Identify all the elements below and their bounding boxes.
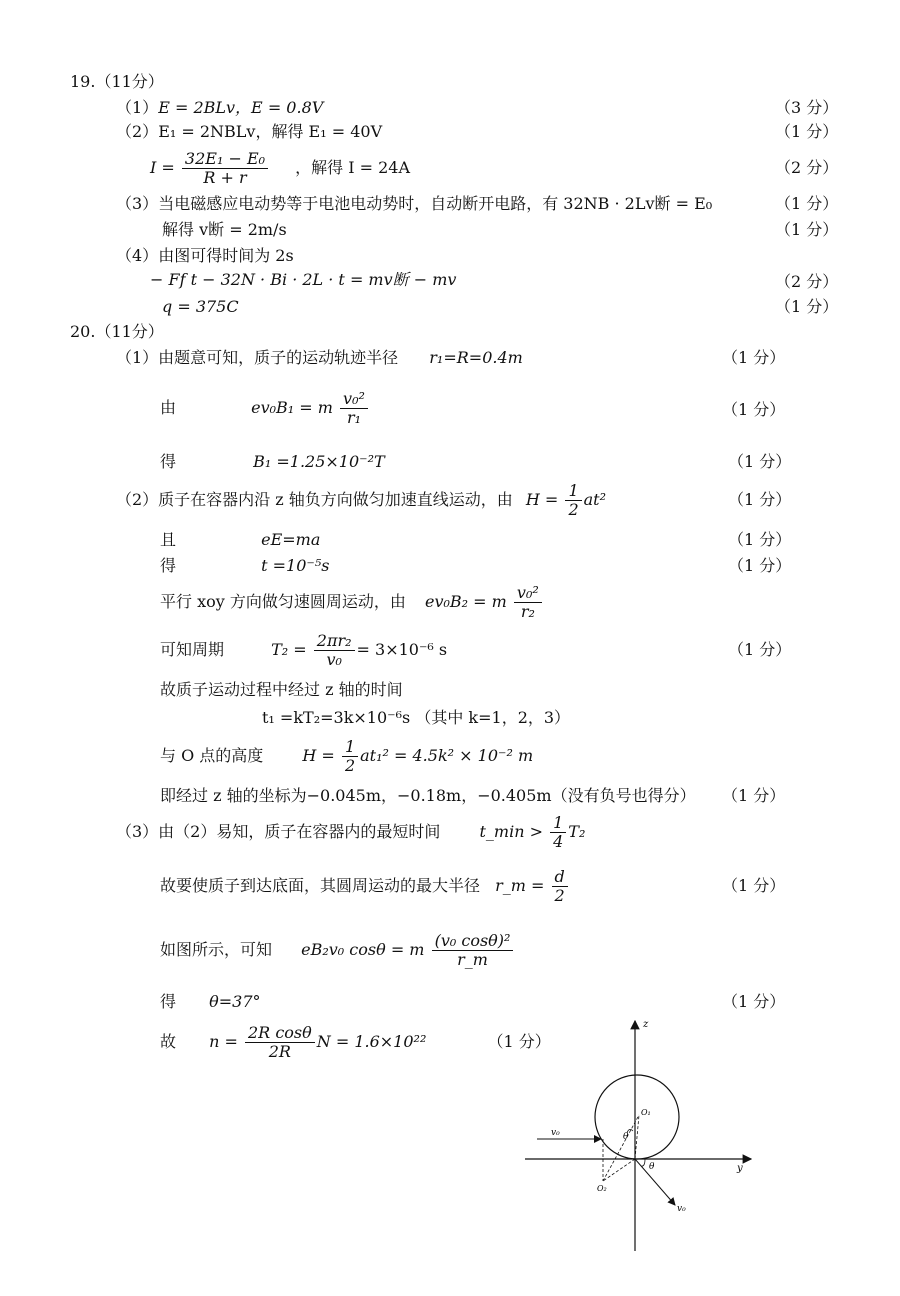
q20-b3: [160, 556, 329, 576]
q20-b2: [160, 530, 320, 550]
z-axis-label: z: [643, 1019, 649, 1030]
q19-current-den: R + r: [203, 168, 247, 187]
q20-a2-den: r₁: [346, 408, 362, 427]
q20-a3-score: （1 分）: [728, 452, 792, 471]
q19-part4b-text: − Ff t − 32N · Bi · 2L · t = mv断 − mv: [150, 270, 457, 289]
q20-b4-den: r₂: [520, 602, 535, 621]
q20-b5-label: 可知周期: [160, 640, 225, 659]
q20-b1: [116, 480, 606, 520]
trajectory-diagram: [515, 1015, 765, 1255]
q20-a1-text: （1）由题意可知，质子的运动轨迹半径: [116, 348, 399, 367]
q20-c5-score: （1 分）: [487, 1032, 551, 1051]
q19-current-num: 32E₁ − E₀: [182, 150, 268, 169]
q19-part2: [116, 122, 382, 142]
q20-c5: [160, 1022, 551, 1062]
q20-a2-num: v₀²: [340, 390, 368, 409]
q19-current-fraction: [182, 150, 268, 187]
q19-part2-score: （1 分）: [775, 122, 839, 141]
q19-part3-text: 当电磁感应电动势等于电池电动势时，自动断开电路，有 32NB · 2Lv断 = E₀: [158, 194, 713, 213]
q20-c1-den: 4: [553, 832, 564, 851]
q20-b8-lhs: H =: [302, 746, 335, 765]
q19-part3b-score: （1 分）: [775, 220, 839, 239]
q20-b4-lhs: ev₀B₂ = m: [424, 592, 507, 611]
q19-part1-score: （3 分）: [775, 98, 839, 117]
q20-b8-label: 与 O 点的高度: [160, 746, 264, 765]
q20-b1-lhs: H =: [525, 490, 559, 509]
q20-c2-fraction: [552, 868, 568, 905]
q20-c4-label: 得: [160, 992, 177, 1011]
q20-b1-text: （2）质子在容器内沿 z 轴负方向做匀加速直线运动，由: [116, 490, 513, 509]
q19-part3: [116, 194, 712, 214]
q20-c2-lhs: r_m =: [495, 876, 545, 895]
q20-a2-lhs: ev₀B₁ = m: [251, 398, 333, 417]
q20-b5-num: 2πr₂: [314, 632, 355, 651]
o1-label: O₁: [641, 1108, 651, 1117]
q19-part2-current: [150, 148, 410, 188]
q20-c5-den: 2R: [268, 1042, 291, 1061]
q20-c3-den: r_m: [457, 950, 488, 969]
q20-b1-num: 1: [565, 482, 581, 501]
q20-b5: [160, 630, 447, 670]
q20-b8-rhs: at₁² = 4.5k² × 10⁻² m: [360, 746, 534, 765]
q20-a2-label: 由: [160, 398, 177, 417]
q20-b5-fraction: [314, 632, 355, 669]
q20-b8-num: 1: [342, 738, 358, 757]
q20-b6: 故质子运动过程中经过 z 轴的时间: [160, 680, 403, 699]
q20-a1-score: （1 分）: [722, 348, 786, 367]
q20-a2: [160, 388, 370, 428]
q20-c2-score: （1 分）: [722, 876, 786, 895]
q20-b8-fraction: [342, 738, 358, 775]
q20-c1-fraction: [550, 814, 566, 851]
q20-b7-formula: t₁ =kT₂=3k×10⁻⁶s （其中 k=1，2，3）: [262, 708, 571, 727]
q19-part1-label: （1）: [116, 98, 159, 117]
q20-c3: [160, 930, 515, 970]
q20-a3: [160, 452, 385, 472]
q20-b5-den: v₀: [326, 650, 342, 669]
q20-c2-den: 2: [554, 886, 565, 905]
q20-b1-rhs: at²: [583, 490, 607, 509]
q19-part4-text: 由图可得时间为 2s: [158, 246, 294, 265]
q19-part1: [116, 98, 323, 118]
q20-b8: [160, 736, 533, 776]
q19-part3b: 解得 v断 = 2m/s: [162, 220, 287, 239]
v0-top-label: v₀: [551, 1128, 560, 1138]
v0-bottom-label: v₀: [677, 1204, 686, 1214]
q19-part3-label: （3）: [116, 194, 159, 213]
q20-b9: 即经过 z 轴的坐标为−0.045m，−0.18m，−0.405m（没有负号也得分）: [160, 786, 696, 805]
q19-part4: [116, 246, 294, 266]
q19-part2b-score: （2 分）: [775, 158, 839, 177]
q19-part3-score: （1 分）: [775, 194, 839, 213]
q19-part4c-score: （1 分）: [775, 297, 839, 316]
q20-b4-num: v₀²: [514, 584, 542, 603]
q20-b5-rhs: = 3×10⁻⁶ s: [356, 640, 448, 659]
y-axis-label: y: [737, 1163, 743, 1174]
q20-a3-formula: B₁ =1.25×10⁻²T: [253, 452, 385, 471]
q19-part4-label: （4）: [116, 246, 159, 265]
q20-c4: [160, 992, 261, 1012]
q20-b3-label: 得: [160, 556, 177, 575]
q20-c5-lhs: n =: [209, 1032, 238, 1051]
trajectory-circle: [595, 1075, 679, 1159]
q20-c5-label: 故: [160, 1032, 177, 1051]
theta-lower-label: θ: [649, 1162, 655, 1172]
q20-b3-formula: t =10⁻⁵s: [261, 556, 330, 575]
q20-b9-score: （1 分）: [722, 786, 786, 805]
q20-b1-score: （1 分）: [728, 490, 792, 509]
q20-c3-num: (v₀ cosθ)²: [432, 932, 514, 951]
q20-c1-lhs: t_min >: [479, 822, 543, 841]
q20-a1-formula: r₁=R=0.4m: [429, 348, 523, 367]
q20-b7: [262, 708, 570, 728]
q20-c5-fraction: [245, 1024, 315, 1061]
q20-b4-fraction: [514, 584, 542, 621]
q20-a2-fraction: [340, 390, 368, 427]
q19-part4c-text: q = 375C: [162, 297, 239, 316]
q20-b3-score: （1 分）: [728, 556, 792, 575]
q19-part2-label: （2）: [116, 122, 159, 141]
q20-c4-formula: θ=37°: [209, 992, 261, 1011]
q20-b5-score: （1 分）: [728, 640, 792, 659]
q20-c3-fraction: [432, 932, 514, 969]
q19-part4b-score: （2 分）: [775, 272, 839, 291]
q20-a1: [116, 348, 523, 368]
q19-current-rhs: ，解得 I = 24A: [295, 158, 411, 177]
q20-b2-formula: eE=ma: [261, 530, 321, 549]
q20-a3-label: 得: [160, 452, 177, 471]
q20-b4-text: 平行 xoy 方向做匀速圆周运动，由: [160, 592, 406, 611]
theta-arc-lower: [641, 1159, 645, 1166]
q19-header: 19.（11分）: [70, 72, 164, 91]
q20-b5-lhs: T₂ =: [271, 640, 307, 659]
q19-part4b: [150, 270, 456, 290]
q20-c2-text: 故要使质子到达底面，其圆周运动的最大半径: [160, 876, 481, 895]
outgoing-velocity-arrow: [635, 1159, 675, 1205]
q19-current-lhs: I =: [150, 158, 175, 177]
q20-c5-num: 2R cosθ: [245, 1024, 315, 1043]
q20-b2-label: 且: [160, 530, 177, 549]
q20-b2-score: （1 分）: [728, 530, 792, 549]
q20-c3-text: 如图所示，可知: [160, 940, 273, 959]
q20-b8-den: 2: [344, 756, 356, 775]
q20-c1-num: 1: [550, 814, 566, 833]
o2-label: O₂: [597, 1184, 607, 1193]
q20-c2: [160, 866, 570, 906]
q20-a2-score: （1 分）: [722, 400, 786, 419]
q20-c1-rhs: T₂: [568, 822, 586, 841]
radius-o2: [603, 1159, 635, 1181]
q19-part1-text: E = 2BLv，E = 0.8V: [158, 98, 324, 117]
q19-part4c: [162, 297, 239, 317]
q20-b4: [160, 582, 544, 622]
theta-upper-label: θ: [623, 1132, 629, 1142]
q20-c2-num: d: [552, 868, 568, 887]
q20-b1-den: 2: [568, 500, 579, 519]
q20-c1: [116, 812, 585, 852]
q19-part2-text: E₁ = 2NBLv，解得 E₁ = 40V: [158, 122, 383, 141]
q20-b1-fraction: [565, 482, 581, 519]
q20-c3-lhs: eB₂v₀ cosθ = m: [301, 940, 425, 959]
q20-header: 20.（11分）: [70, 322, 164, 341]
q20-c1-text: （3）由（2）易知，质子在容器内的最短时间: [116, 822, 441, 841]
q20-c5-rhs: N = 1.6×10²²: [316, 1032, 427, 1051]
q20-c4-score: （1 分）: [722, 992, 786, 1011]
